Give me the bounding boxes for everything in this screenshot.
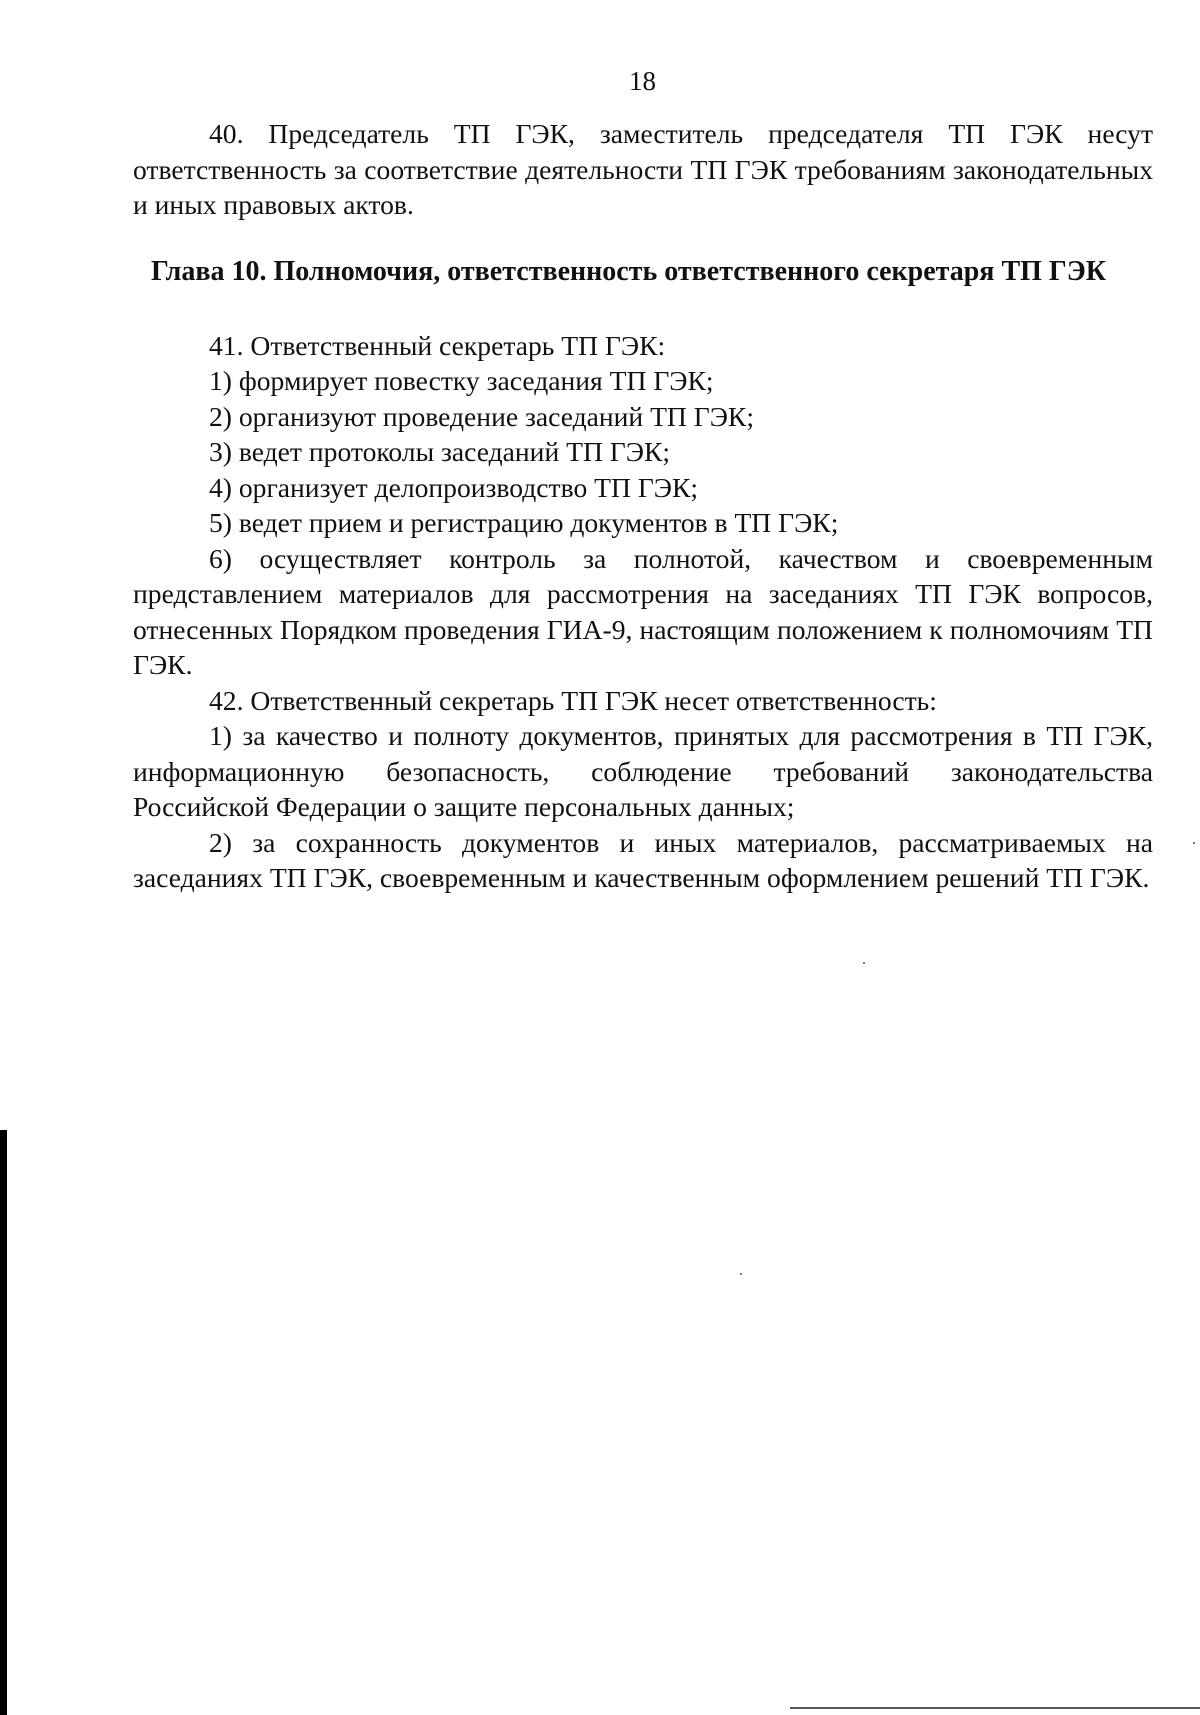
list-item: 3) ведет протоколы заседаний ТП ГЭК; [209, 436, 671, 467]
list-item: 2) организуют проведение заседаний ТП ГЭК; [209, 400, 755, 432]
document-body [133, 116, 1153, 896]
list-item: 1) формирует повестку заседания ТП ГЭК; [209, 365, 714, 396]
list-item: 5) ведет прием и регистрацию документов в ТП ГЭК; [209, 507, 839, 538]
scan-speck [1193, 842, 1195, 844]
scan-bottom-edge [790, 1707, 1200, 1709]
list-item: 6) осуществляет контроль за полнотой, качеством и своевременным представлением материалов для рассмотрения на заседаниях ТП ГЭК вопросов, отнесенных Порядком проведения ГИА-9, настоящим положением к полномочиям ТП ГЭК. [133, 542, 1153, 680]
paragraph-42: 42. Ответственный секретарь ТП ГЭК несет ответственность: [209, 684, 937, 716]
list-item: 2) за сохранность документов и иных материалов, рассматриваемых на заседаниях ТП ГЭК, своевременным и качественным оформлением решений ТП ГЭК. [133, 826, 1153, 893]
scan-speck [863, 962, 865, 964]
paragraph-40: 40. Председатель ТП ГЭК, заместитель председателя ТП ГЭК несут ответственность за соответствие деятельности ТП ГЭК требованиям законодательных и иных правовых актов. [133, 118, 1153, 220]
scan-speck [740, 1273, 742, 1275]
scan-edge-shadow [0, 1130, 7, 1715]
page-number: 18 [629, 66, 656, 96]
list-item: 4) организует делопроизводство ТП ГЭК; [209, 471, 699, 503]
list-item: 1) за качество и полноту документов, принятых для рассмотрения в ТП ГЭК, информационную безопасность, соблюдение требований законодательства Российской Федерации о защите персональных данных; [133, 720, 1153, 822]
paragraph-41: 41. Ответственный секретарь ТП ГЭК: [209, 329, 666, 361]
chapter-heading: Глава 10. Полномочия, ответственность ответственного секретаря ТП ГЭК [151, 255, 1107, 287]
